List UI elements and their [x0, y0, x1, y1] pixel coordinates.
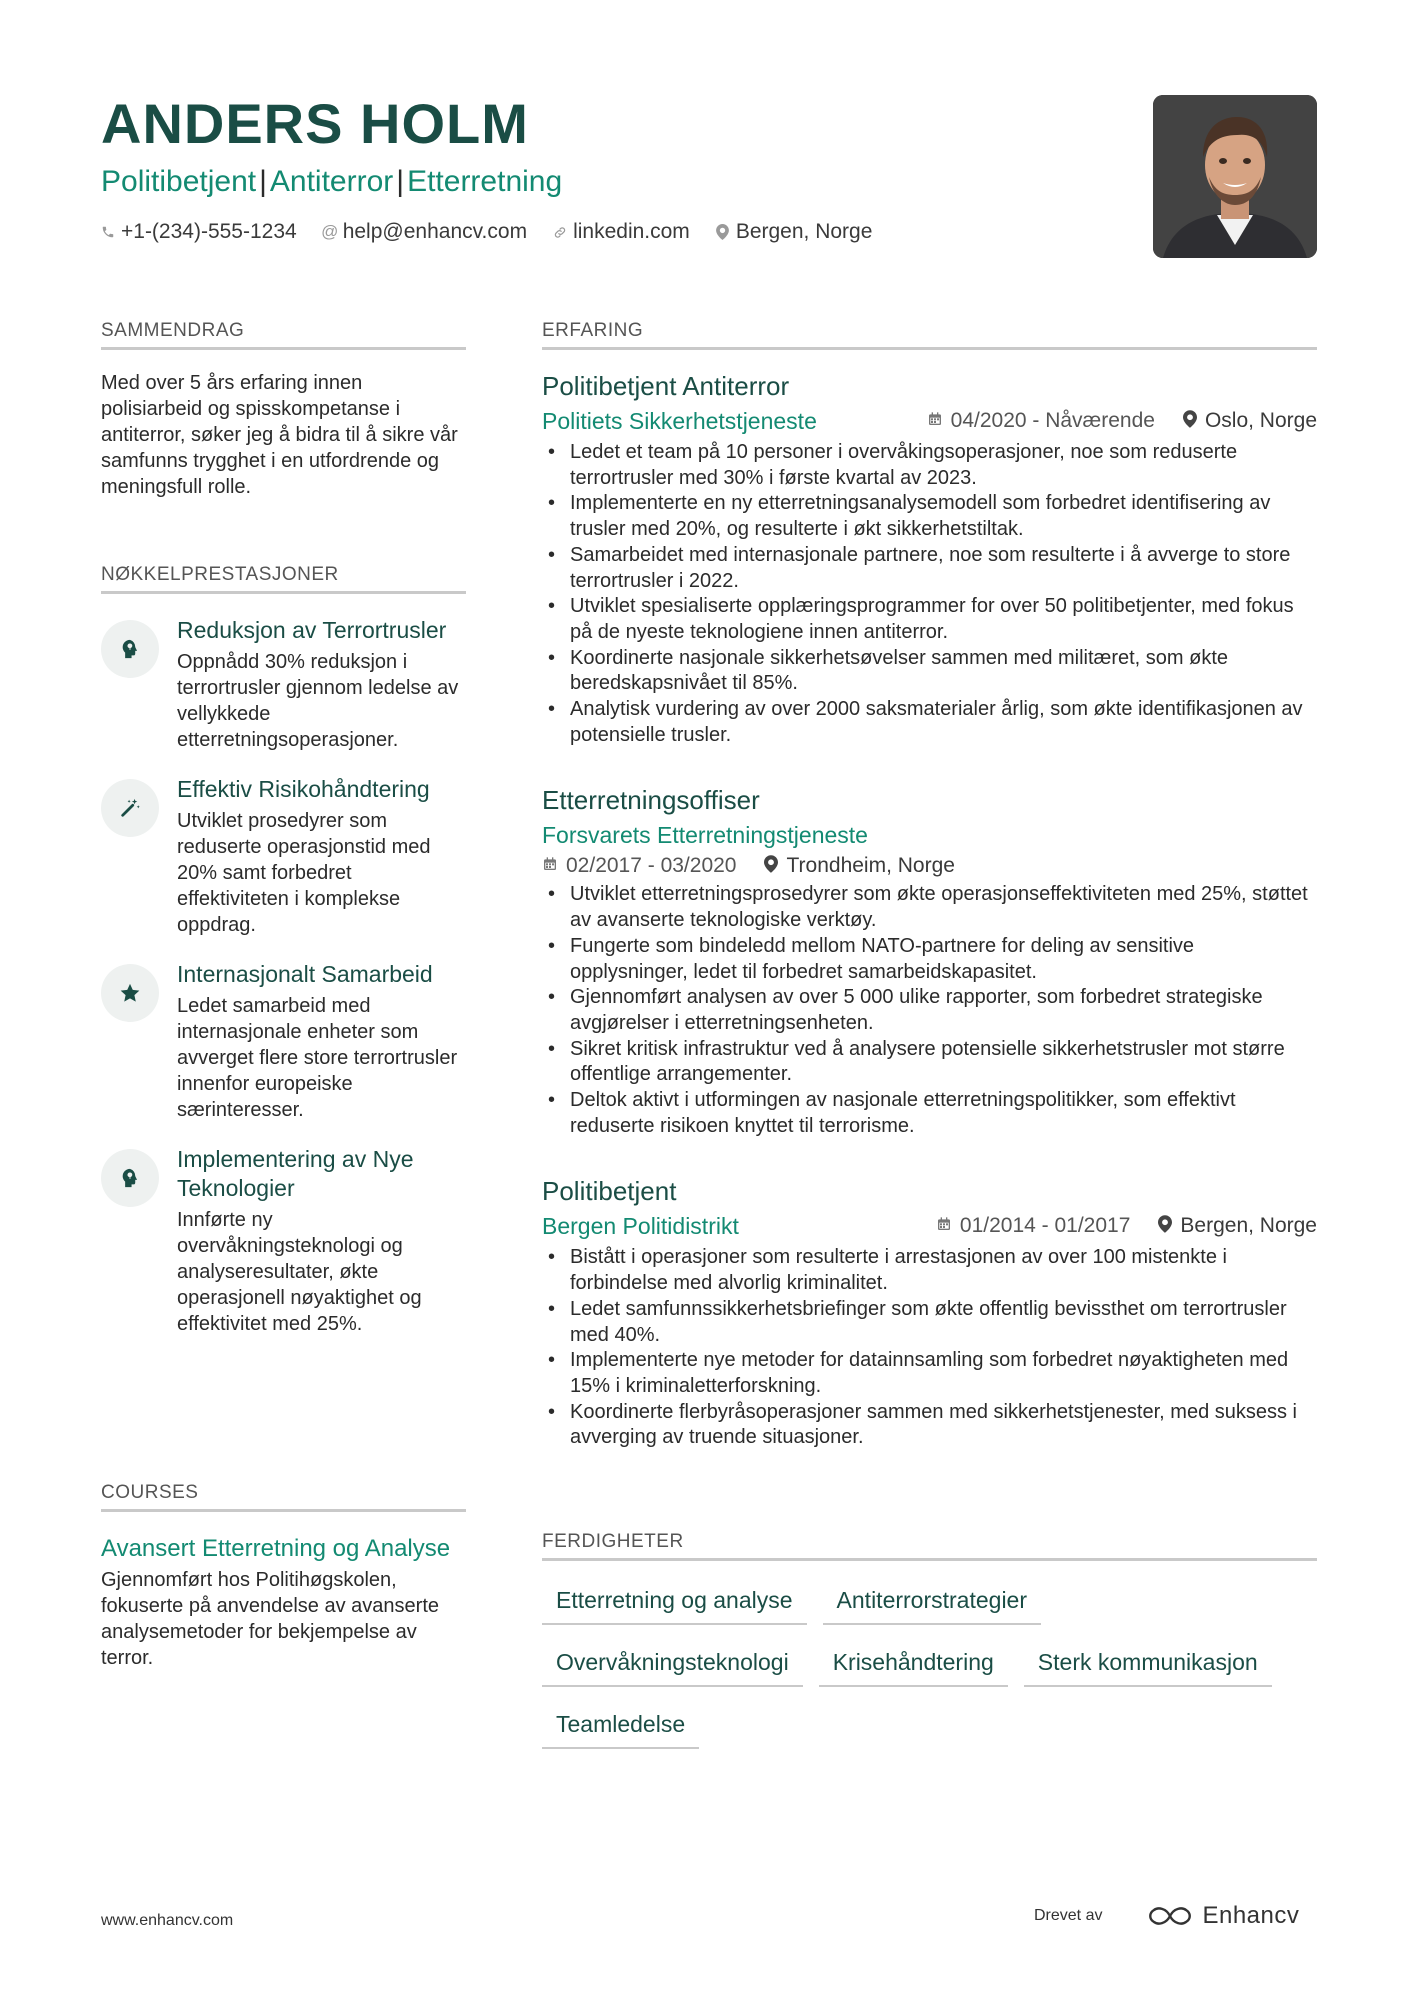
enhancv-logo-icon [1146, 1904, 1194, 1928]
bullet-item: • Ledet samfunnssikkerhetsbriefinger som økte offentlig bevissthet om terrortrusler med 40%. [542, 1297, 1317, 1348]
job-dates: 04/2020 - Nåværende [927, 409, 1155, 433]
job-bullets [542, 440, 1317, 748]
achievement-item [101, 960, 466, 1123]
location-pin-icon [716, 224, 730, 240]
achievement-title: Internasjonalt Samarbeid [177, 961, 433, 987]
skill-tag: Antiterrorstrategier [823, 1579, 1041, 1625]
skill-tag: Teamledelse [542, 1703, 699, 1749]
job-location: Bergen, Norge [1158, 1214, 1317, 1238]
section-heading-summary: SAMMENDRAG [101, 320, 466, 350]
skill-tag: Etterretning og analyse [542, 1579, 807, 1625]
skill-tag: Krisehåndtering [819, 1641, 1008, 1687]
headline-title-3: Etterretning [407, 165, 563, 198]
bullet-item: • Bistått i operasjoner som resulterte i arrestasjonen av over 100 mistenkte i forbindelse med alvorlig kriminalitet. [542, 1245, 1317, 1296]
summary-section [101, 320, 466, 500]
bullet-item: • Koordinerte flerbyråsoperasjoner sammen med sikkerhetstjenester, med suksess i avverging av truende situasjoner. [542, 1400, 1317, 1451]
section-heading-skills: FERDIGHETER [542, 1531, 1317, 1561]
headline [101, 164, 1321, 200]
bullet-item: • Deltok aktivt i utformingen av nasjonale etterretningspolitikker, som effektivt reduserte risikoen knyttet til terrorisme. [542, 1088, 1317, 1139]
location-pin-icon [764, 855, 778, 878]
magic-wand-icon [101, 779, 159, 837]
company-name: Politiets Sikkerhetstjeneste [542, 408, 817, 434]
job-dates: 01/2014 - 01/2017 [936, 1214, 1130, 1238]
bullet-item: • Utviklet spesialiserte opplæringsprogrammer for over 50 politibetjenter, med fokus på de nyeste teknologiene innen antiterror. [542, 594, 1317, 645]
achievements-section [101, 564, 466, 1337]
achievement-item [101, 1145, 466, 1337]
achievement-title: Effektiv Risikohåndtering [177, 776, 430, 802]
star-icon [101, 964, 159, 1022]
profile-photo [1153, 95, 1317, 258]
footer-branding [1034, 1902, 1299, 1930]
bullet-item: • Analytisk vurdering av over 2000 saksmaterialer årlig, som økte identifikasjonen av potensielle trusler. [542, 697, 1317, 748]
course-desc: Gjennomført hos Politihøgskolen, fokuserte på anvendelse av avanserte analysemetoder for bekjempelse av terror. [101, 1569, 439, 1669]
footer-website[interactable]: www.enhancv.com [101, 1912, 234, 1929]
bullet-item: • Implementerte en ny etterretningsanalysemodell som forbedret identifisering av trusler med 20%, og resulterte i økt sikkerhetstiltak. [542, 491, 1317, 542]
location-pin-icon [1183, 410, 1197, 433]
contact-phone[interactable] [101, 220, 297, 244]
company-name: Bergen Politidistrikt [542, 1213, 739, 1240]
job-location: Trondheim, Norge [764, 854, 954, 878]
job-location: Oslo, Norge [1183, 409, 1317, 433]
job-title: Politibetjent Antiterror [542, 371, 790, 401]
contact-linkedin[interactable] [553, 220, 690, 244]
section-heading-experience: ERFARING [542, 320, 1317, 350]
contact-email[interactable] [323, 220, 527, 244]
headline-separator: | [259, 165, 267, 198]
achievement-desc: Oppnådd 30% reduksjon i terrortrusler gjennom ledelse av vellykkede etterretningsoperasjoner. [177, 651, 459, 751]
bullet-item: • Koordinerte nasjonale sikkerhetsøvelser sammen med militæret, som økte beredskapsnivået til 85%. [542, 646, 1317, 697]
head-brain-icon [101, 620, 159, 678]
job-entry [542, 370, 1317, 748]
headline-separator: | [396, 165, 405, 198]
achievement-title: Reduksjon av Terrortrusler [177, 617, 447, 643]
skills-section [542, 1531, 1317, 1765]
company-name: Forsvarets Etterretningstjeneste [542, 822, 868, 849]
contact-info [101, 220, 1321, 244]
job-entry [542, 784, 1317, 1139]
job-title: Politibetjent [542, 1176, 677, 1207]
brand-name: Enhancv [1202, 1902, 1300, 1929]
bullet-item: • Gjennomført analysen av over 5 000 ulike rapporter, som forbedret strategiske avgjørelser i etterretningsenheten. [542, 985, 1317, 1036]
achievement-item [101, 616, 466, 753]
summary-text: Med over 5 års erfaring innen polisiarbeid og spisskompetanse i antiterror, søker jeg å bidra til å sikre vår samfunns trygghet i en utfordrende og meningsfull rolle. [101, 372, 458, 498]
powered-by-text: Drevet av [1034, 1907, 1103, 1924]
section-heading-achievements: NØKKELPRESTASJONER [101, 564, 466, 594]
course-title: Avansert Etterretning og Analyse [101, 1535, 451, 1562]
bullet-item: • Ledet et team på 10 personer i overvåkingsoperasjoner, noe som reduserte terrortrusler med 30% i første kvartal av 2023. [542, 440, 1317, 491]
skill-tag: Sterk kommunikasjon [1024, 1641, 1272, 1687]
candidate-name: ANDERS HOLM [101, 92, 529, 155]
location-pin-icon [1158, 1215, 1172, 1238]
achievement-desc: Innførte ny overvåkningsteknologi og analyseresultater, økte operasjonell nøyaktighet og effektivitet med 25%. [177, 1209, 422, 1335]
location-text: Bergen, Norge [735, 220, 873, 243]
achievement-title: Implementering av Nye Teknologier [177, 1146, 414, 1201]
at-icon: @ [321, 222, 339, 241]
link-icon [553, 225, 567, 240]
enhancv-logo[interactable] [1146, 1902, 1299, 1930]
job-dates: 02/2017 - 03/2020 [542, 854, 736, 878]
skills-list [542, 1579, 1317, 1765]
calendar-icon [927, 411, 943, 432]
bullet-item: • Samarbeidet med internasjonale partnere, noe som resulterte i å avverge to store terrortrusler i 2022. [542, 543, 1317, 594]
skill-tag: Overvåkningsteknologi [542, 1641, 803, 1687]
bullet-item: • Sikret kritisk infrastruktur ved å analysere potensielle sikkerhetstrusler mot større offentlige arrangementer. [542, 1037, 1317, 1088]
job-title: Etterretningsoffiser [542, 785, 760, 816]
achievement-item [101, 775, 466, 938]
achievement-desc: Ledet samarbeid med internasjonale enheter som avverget flere store terrortrusler innenfor europeiske særinteresser. [177, 995, 458, 1121]
bullet-item: • Implementerte nye metoder for datainnsamling som forbedret nøyaktigheten med 15% i kriminaletterforskning. [542, 1348, 1317, 1399]
courses-section [101, 1482, 466, 1671]
header [101, 92, 1321, 244]
achievement-desc: Utviklet prosedyrer som reduserte operasjonstid med 20% samt forbedret effektiviteten i komplekse oppdrag. [177, 810, 431, 936]
calendar-icon [542, 856, 558, 877]
email-text: help@enhancv.com [342, 220, 528, 243]
head-brain-icon [101, 1149, 159, 1207]
calendar-icon [936, 1216, 952, 1237]
section-heading-courses: COURSES [101, 1482, 466, 1512]
phone-text: +1-(234)-555-1234 [121, 220, 297, 243]
bullet-item: • Fungerte som bindeledd mellom NATO-partnere for deling av sensitive opplysninger, ledet til forbedret samarbeidskapasitet. [542, 934, 1317, 985]
headline-title-2: Antiterror [269, 165, 394, 198]
bullet-item: • Utviklet etterretningsprosedyrer som økte operasjonseffektiviteten med 25%, støttet av avanserte teknologiske verktøy. [542, 882, 1317, 933]
job-bullets [542, 1245, 1317, 1451]
job-bullets [542, 882, 1317, 1139]
headline-title-1: Politibetjent [101, 165, 257, 198]
contact-location [716, 220, 873, 244]
linkedin-text: linkedin.com [573, 220, 690, 243]
experience-section [542, 320, 1317, 1451]
job-entry [542, 1175, 1317, 1451]
phone-icon [101, 225, 115, 239]
